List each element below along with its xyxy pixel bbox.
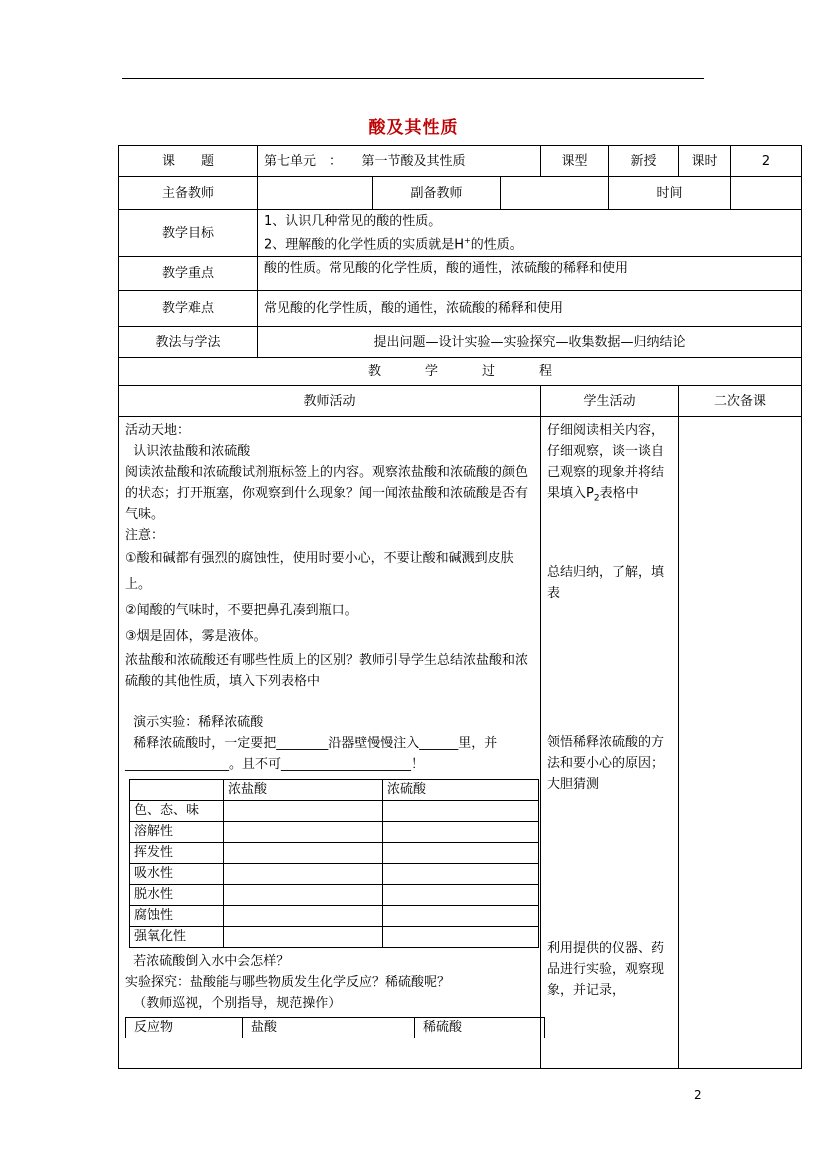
page-title: 酸及其性质 [368, 118, 459, 138]
main-teacher-label: 主备教师 [119, 177, 258, 210]
goal-2: 2、理解酸的化学性质的实质就是H+的性质。 [264, 236, 523, 253]
method-value: 提出问题—设计实验—实验探究—收集数据—归纳结论 [258, 327, 802, 358]
method-label: 教法与学法 [119, 327, 258, 358]
notice-1: ①酸和碱都有强烈的腐蚀性，使用时要小心，不要让酸和碱溅到皮肤上。 [125, 551, 514, 593]
student-step-2: 总结归纳，了解，填表 [547, 564, 665, 601]
notice-heading: 注意： [125, 528, 165, 544]
hours-value: 2 [731, 146, 802, 177]
table-row: 腐蚀性 [130, 906, 539, 927]
student-step-4: 大胆猜测 [547, 776, 600, 792]
activity-instruction: 阅读浓盐酸和浓硫酸试剂瓶标签上的内容。观察浓盐酸和浓硫酸的颜色的状态；打开瓶塞，你观察到什么现象？闻一闻浓盐酸和浓硫酸是否有气味。 [125, 465, 529, 523]
lesson-plan-table [118, 145, 802, 1069]
time-label: 时间 [609, 177, 731, 210]
process-heading: 教 学 过 程 [119, 358, 802, 386]
student-step-3: 领悟稀释浓硫酸的方法和要小心的原因； [547, 734, 665, 771]
teacher-guidance: （教师巡视，个别指导，规范操作） [125, 996, 342, 1012]
topic-value: 第七单元 ： 第一节酸及其性质 [258, 146, 541, 177]
activity-subheading: 认识浓盐酸和浓硫酸 [125, 444, 251, 460]
explore-question: 实验探究：盐酸能与哪些物质发生化学反应？稀硫酸呢？ [125, 975, 451, 991]
focus-label: 教学重点 [119, 257, 258, 291]
table-row: 色、态、味 [130, 801, 539, 822]
header-rule [122, 78, 704, 79]
table-row: 脱水性 [130, 885, 539, 906]
difficulty-label: 教学难点 [119, 291, 258, 327]
goal-1: 1、认识几种常见的酸的性质。 [264, 214, 442, 229]
notice-2: ②闻酸的气味时，不要把鼻孔凑到瓶口。 [125, 603, 358, 619]
compare-header-hcl: 浓盐酸 [224, 780, 383, 801]
pour-question: 若浓硫酸倒入水中会怎样？ [125, 954, 290, 970]
focus-value: 酸的性质。常见酸的化学性质，酸的通性，浓硫酸的稀释和使用 [258, 257, 802, 291]
notice-3: ③烟是固体，雾是液体。 [125, 629, 267, 645]
difficulty-value: 常见酸的化学性质，酸的通性，浓硫酸的稀释和使用 [258, 291, 802, 327]
table-row: 强氧化性 [130, 927, 539, 948]
compare-header-h2so4: 浓硫酸 [383, 780, 539, 801]
hours-label: 课时 [679, 146, 731, 177]
table-row: 吸水性 [130, 864, 539, 885]
type-value: 新授 [609, 146, 679, 177]
student-step-5: 利用提供的仪器、药品进行实验，观察现象，并记录， [547, 940, 665, 998]
main-teacher-value [258, 177, 373, 210]
second-prep-header: 二次备课 [679, 386, 802, 417]
table-row: 溶解性 [130, 822, 539, 843]
dilution-fill-in: 稀释浓硫酸时，一定要把________沿器壁慢慢注入______里，并________________。且不可____________________！ [125, 736, 498, 773]
type-label: 课型 [541, 146, 609, 177]
reaction-header-h2so4: 稀硫酸 [415, 1018, 545, 1039]
demo-heading: 演示实验：稀释浓硫酸 [125, 715, 264, 731]
topic-label: 课 题 [119, 146, 258, 177]
reaction-header-reactant: 反应物 [126, 1018, 243, 1039]
compare-header-blank [130, 780, 224, 801]
student-activity-cell [541, 417, 679, 1069]
reaction-table [125, 1017, 545, 1038]
student-step-1: 仔细阅读相关内容，仔细观察，谈一谈自己观察的现象并将结果填入$P_2$表格中 [547, 423, 665, 504]
compare-question: 浓盐酸和浓硫酸还有哪些性质上的区别？教师引导学生总结浓盐酸和浓硫酸的其他性质，填入下列表格中 [125, 653, 529, 690]
second-prep-cell [679, 417, 802, 1069]
assist-teacher-value [501, 177, 609, 210]
table-row: 挥发性 [130, 843, 539, 864]
time-value [731, 177, 802, 210]
teacher-activity-cell [119, 417, 541, 1069]
acid-compare-table [129, 779, 539, 948]
teacher-activity-header: 教师活动 [119, 386, 541, 417]
goals-label: 教学目标 [119, 210, 258, 257]
activity-heading: 活动天地： [125, 423, 191, 439]
assist-teacher-label: 副备教师 [373, 177, 501, 210]
student-activity-header: 学生活动 [541, 386, 679, 417]
reaction-header-hcl: 盐酸 [243, 1018, 415, 1039]
goals-value [258, 210, 802, 257]
page-number: 2 [694, 1088, 702, 1102]
